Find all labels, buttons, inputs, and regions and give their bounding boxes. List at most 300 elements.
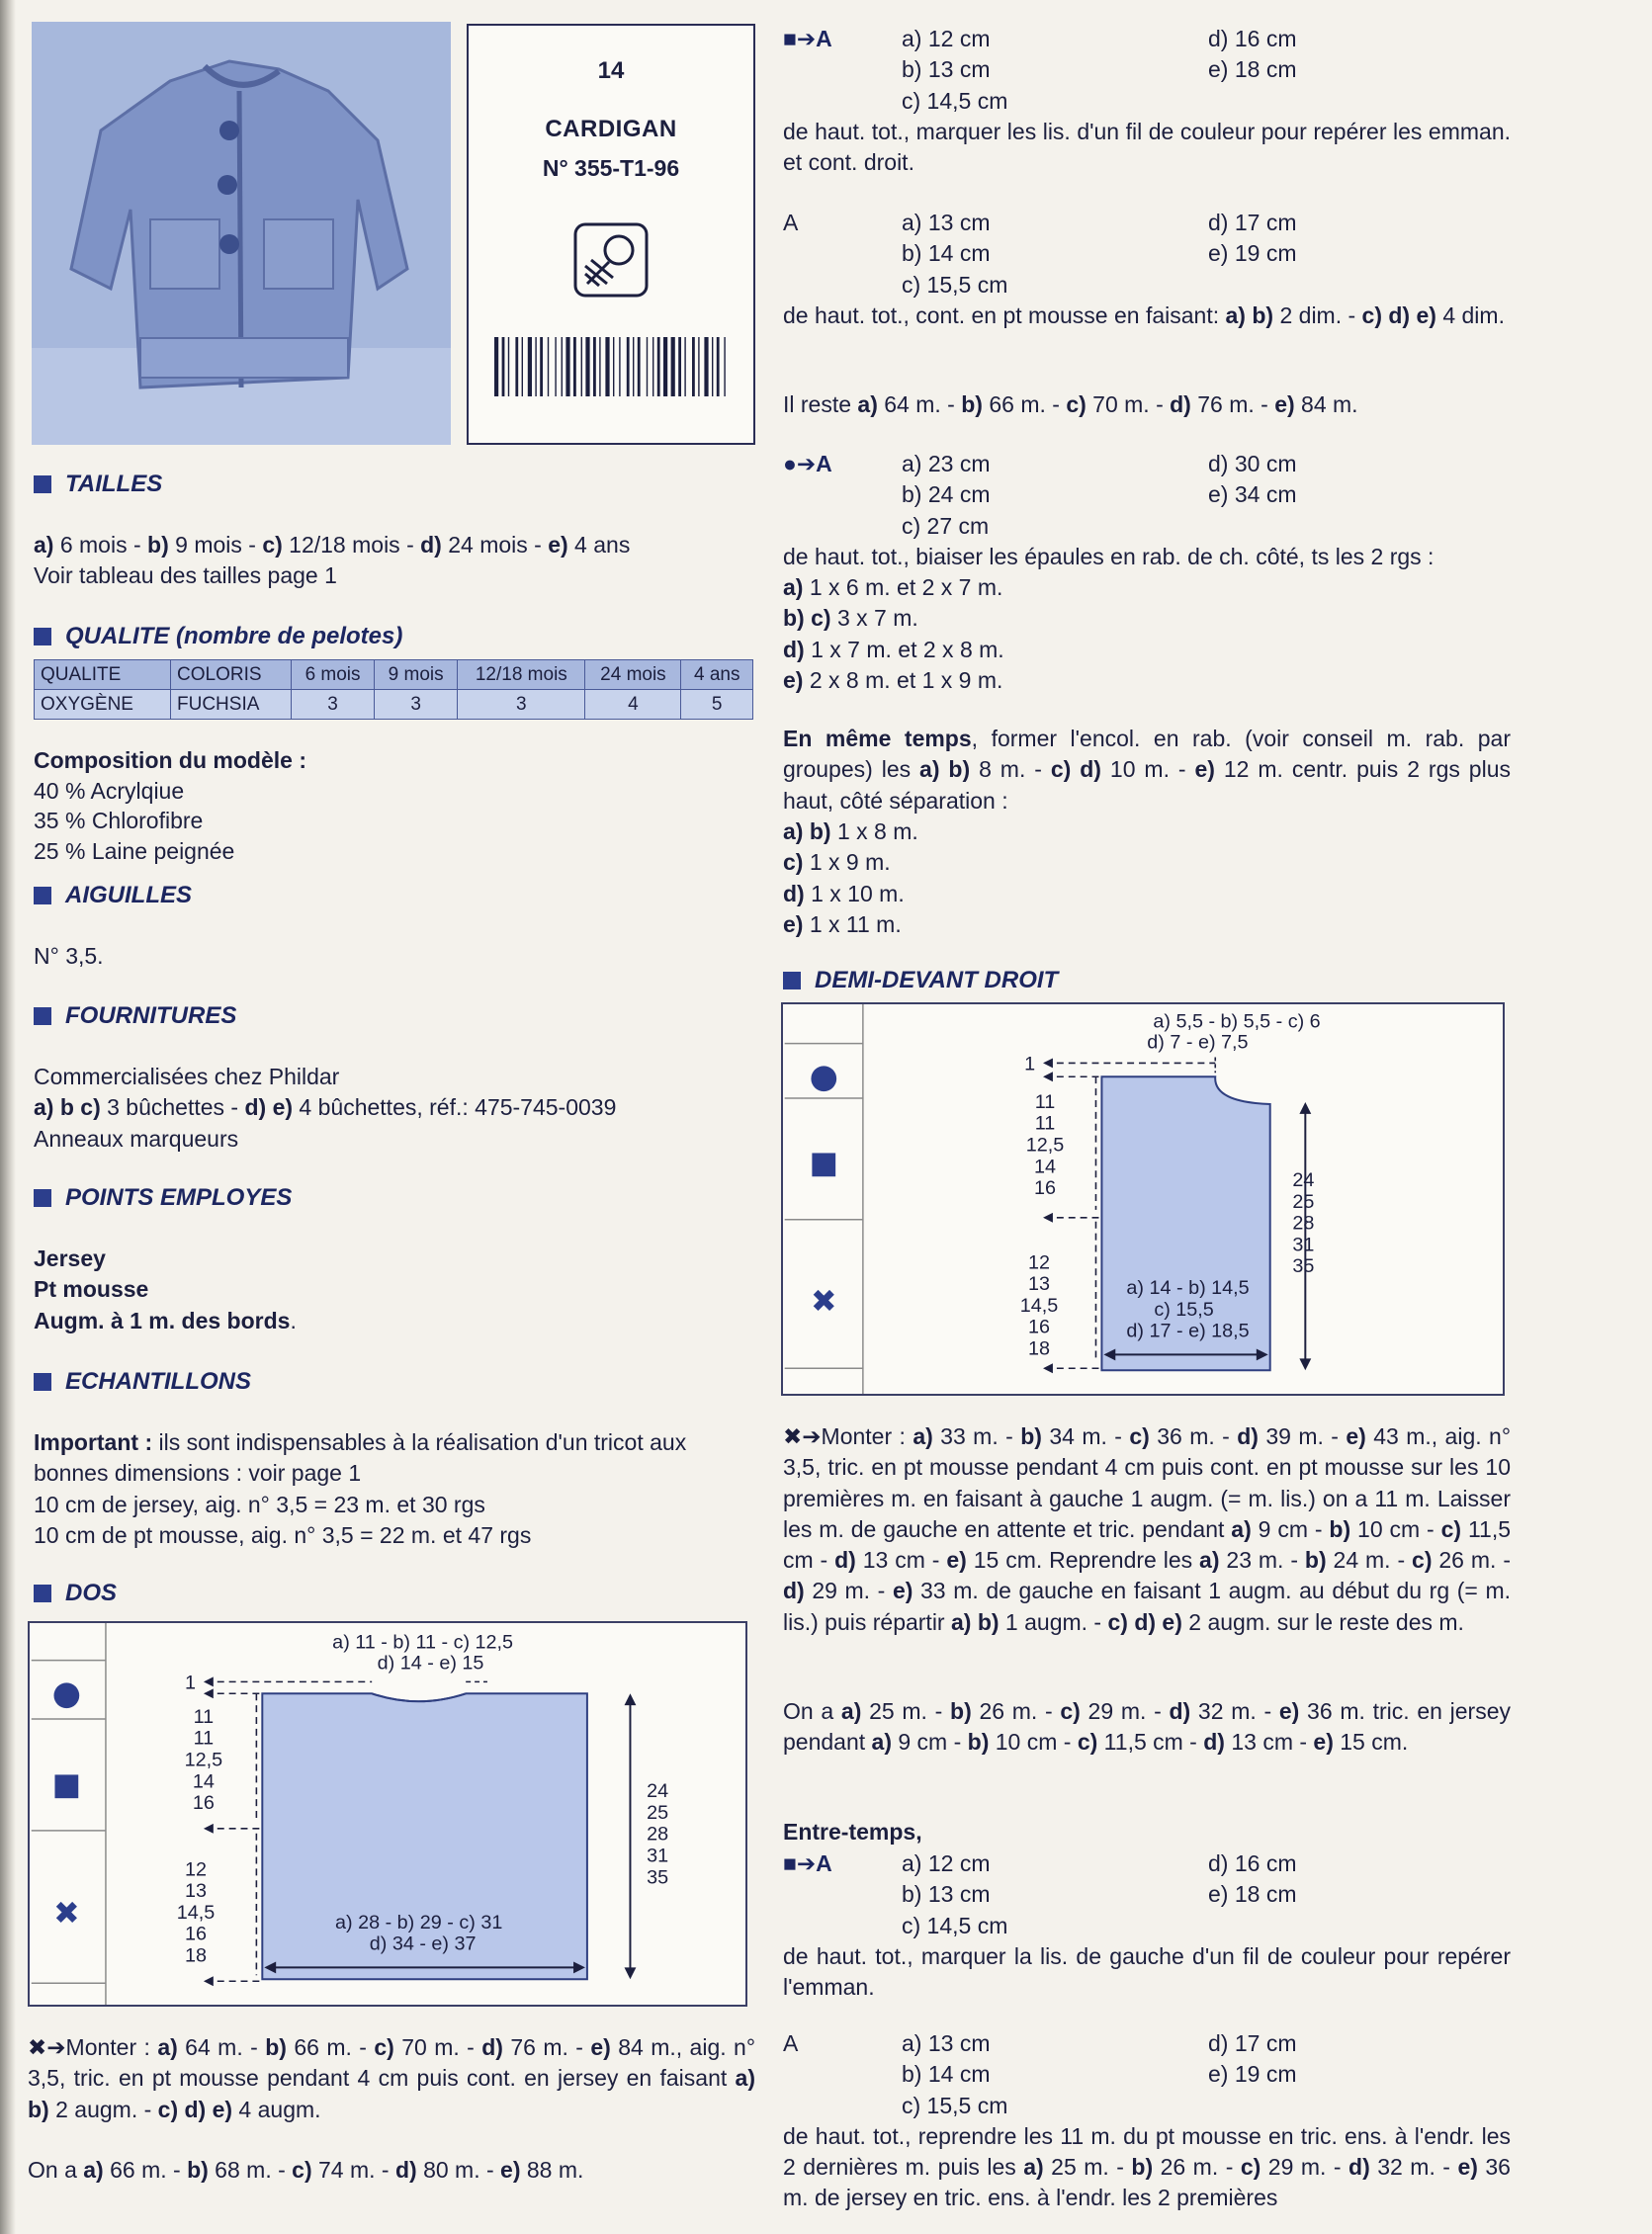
dos-top-label: a) 11 - b) 11 - c) 12,5 [332, 1631, 514, 1654]
text-run: 39 m. - [1258, 1423, 1347, 1449]
fournitures-line: Commercialisées chez Phildar [34, 1064, 340, 1089]
size-key: e) [783, 910, 804, 937]
text-run: 3 bûchettes - [100, 1094, 245, 1121]
dos-right-label: 35 [647, 1866, 669, 1889]
composition-item: 40 % Acrylqiue [34, 777, 185, 804]
points-item: Jersey [34, 1246, 106, 1271]
size-value: 1 x 6 m. et 2 x 7 m. [803, 574, 1003, 601]
text-run: d) [1203, 1729, 1225, 1756]
dos-left-label: 13 [185, 1880, 208, 1903]
size-value: 1 x 7 m. et 2 x 8 m. [804, 636, 1004, 662]
dos-instruction [28, 2032, 755, 2125]
section-marker-icon [34, 1189, 51, 1207]
text-run: 13 cm - [855, 1547, 947, 1574]
text-run: a) [871, 1729, 892, 1756]
size-key: d) [783, 880, 805, 906]
text-run: 2 augm. - [48, 2096, 158, 2122]
text-run: 76 m. - [1190, 391, 1275, 417]
paragraph [783, 724, 1511, 816]
dos-left-label: 14,5 [176, 1901, 216, 1924]
size-key: c) [783, 849, 804, 876]
square-marker-icon [54, 1774, 78, 1798]
entre-temps-heading: Entre-temps, [783, 1819, 922, 1845]
table-cell: FUCHSIA [171, 690, 292, 720]
list-item [783, 879, 1511, 909]
points-text [34, 1244, 755, 1336]
lead-marker: ●➔A [783, 451, 832, 476]
text-run: d) [1169, 1698, 1191, 1724]
size-value: c) 15,5 cm [902, 2092, 1008, 2118]
text-run: a) [1023, 2154, 1044, 2181]
text-run: 12/18 mois - [282, 532, 421, 558]
text-run: 80 m. - [416, 2157, 501, 2183]
text-run: 29 m. - [1080, 1698, 1170, 1724]
text-run: e) [500, 2157, 521, 2183]
lead-marker: ■➔A [783, 26, 832, 51]
pattern-number: 14 [597, 57, 625, 84]
text-run: e) [892, 1578, 913, 1604]
table-cell: 3 [375, 690, 458, 720]
neck-list [783, 816, 1511, 940]
ddd-left-label: 18 [1028, 1337, 1051, 1360]
text-run: e) [548, 532, 568, 558]
text-run: a) [157, 2034, 178, 2060]
dot-block [783, 449, 1511, 696]
tailles-sizes [34, 530, 755, 560]
table-cell: OXYGÈNE [35, 690, 171, 720]
text-run: b) [950, 1698, 972, 1724]
text-run: e) [590, 2034, 611, 2060]
text-run: c) [374, 2034, 394, 2060]
text-run: c) d) [1050, 756, 1101, 783]
demi-devant-diagram [781, 1002, 1505, 1396]
section-marker-icon [34, 887, 51, 904]
text-run: e) [1346, 1423, 1366, 1449]
ddd-bottom-label: c) 15,5 [1154, 1298, 1214, 1321]
text-run: e) [1457, 2154, 1478, 2181]
size-value: a) 23 cm [902, 451, 991, 476]
ddd-right-label: 31 [1292, 1234, 1315, 1256]
text-run: 1 augm. - [999, 1608, 1108, 1635]
fournitures-line: Anneaux marqueurs [34, 1125, 239, 1152]
text-run: d) [1237, 1423, 1259, 1449]
text-run: b) [147, 532, 169, 558]
size-value: d) 30 cm [1208, 451, 1297, 476]
text-run: a) b) [919, 756, 971, 783]
size-value: b) 14 cm [902, 2061, 991, 2088]
text-run: d) [394, 2157, 417, 2183]
text-run: 76 m. - [502, 2034, 591, 2060]
text-run: 33 m. - [932, 1423, 1021, 1449]
section-marker-icon [34, 628, 51, 645]
text-run: On a [783, 1698, 841, 1724]
section-points: POINTS EMPLOYES [34, 1182, 292, 1215]
size-value: 2 x 8 m. et 1 x 9 m. [803, 666, 1003, 693]
table-cell: 3 [292, 690, 375, 720]
echantillons-line: 10 cm de pt mousse, aig. n° 3,5 = 22 m. et 47 rgs [34, 1521, 532, 1548]
section-marker-icon [783, 972, 801, 989]
text-run: 12 m. centr. puis 2 rgs plus haut, côté séparation : [783, 756, 1511, 814]
text-run: c) [1129, 1423, 1150, 1449]
text-run: 32 m. - [1190, 1698, 1279, 1724]
size-value: 1 x 8 m. [830, 818, 918, 844]
paragraph: de haut. tot., biaiser les épaules en rab. de ch. côté, ts les 2 rgs : [783, 543, 1435, 569]
dos-left-label: 11 [193, 1705, 215, 1728]
tailles-text [34, 530, 755, 592]
text-run: a) [34, 532, 54, 558]
text-run: c) d) e) [157, 2096, 233, 2122]
ddd-right-label: 25 [1292, 1190, 1315, 1213]
text-run: c) [1066, 391, 1087, 417]
table-cell: 4 ans [681, 660, 753, 690]
dos-diagram-svg [30, 1623, 745, 2005]
ddd-left-label: 1 [1024, 1053, 1036, 1075]
text-run: 25 m. - [1043, 2154, 1132, 2181]
text-run: a) b c) [34, 1094, 101, 1121]
ddd-bottom-label: a) 14 - b) 14,5 [1126, 1277, 1250, 1300]
dos-left-label: 11 [193, 1727, 215, 1750]
section-dos: DOS [34, 1578, 117, 1610]
text-run: 13 cm - [1224, 1729, 1314, 1756]
text-run: c) d) e) [1107, 1608, 1182, 1635]
size-value: c) 14,5 cm [902, 1912, 1008, 1938]
text-run: de haut. tot., reprendre les 11 m. du pt mousse en tric. ens. à l'endr. les 2 dernières m. puis les [783, 2122, 1511, 2181]
text-run: b) [967, 1729, 990, 1756]
ddd-left-label: 16 [1028, 1316, 1051, 1338]
text-run: 2 augm. sur le reste des m. [1181, 1608, 1464, 1635]
size-key: b) c) [783, 605, 831, 632]
size-value: b) 13 cm [902, 1881, 991, 1908]
size-key: d) [783, 636, 805, 662]
text-run: 66 m. - [982, 391, 1067, 417]
section-marker-icon [34, 475, 51, 493]
text-run: 11,5 cm - [1097, 1729, 1204, 1756]
ddd-bottom-label: d) 17 - e) 18,5 [1126, 1320, 1250, 1342]
text-run: 84 m., aig. n° 3,5, tric. en pt mousse pendant 4 cm puis cont. en jersey en faisant [28, 2034, 756, 2092]
section-demi-devant-droit: DEMI-DEVANT DROIT [783, 965, 1058, 997]
text-run: 88 m. [520, 2157, 584, 2183]
ddd-left-label: 14,5 [1019, 1294, 1059, 1317]
composition-title: Composition du modèle : [34, 747, 306, 773]
lead-marker: A [783, 210, 799, 235]
text-run: 9 cm - [1251, 1515, 1330, 1542]
text-run: a) [857, 391, 878, 417]
table-cell: QUALITE [35, 660, 171, 690]
size-value: d) 16 cm [1208, 26, 1297, 51]
text-run: d) e) [244, 1094, 294, 1121]
text-run: 43 m., aig. n° 3,5, tric. en pt mousse pendant 4 cm puis cont. en pt mousse sur les 10 premières m. en faisant à gauche 1 augm. (= m. lis.) on a 11 m. Laisser les m. de gauche en attente et tric. pendant [783, 1423, 1512, 1542]
text-run: e) [1313, 1729, 1334, 1756]
text-run: e) [1278, 1698, 1300, 1724]
pattern-name: CARDIGAN [545, 115, 677, 142]
text-run: c) d) e) [1361, 301, 1436, 328]
size-value: b) 24 cm [902, 481, 991, 508]
text-run: 29 m. - [804, 1578, 893, 1604]
text-run: , former l'encol. en rab. (voir conseil m. rab. par groupes) les [783, 726, 1511, 783]
size-value: e) 34 cm [1208, 481, 1297, 508]
text-run: c) [1412, 1547, 1433, 1574]
text-run: 33 m. de gauche en faisant 1 augm. au début du rg (= m. lis.) puis répartir [783, 1578, 1511, 1635]
text-run: 4 augm. [232, 2096, 321, 2122]
dos-left-label: 18 [185, 1944, 208, 1967]
cardigan-photo [32, 22, 451, 445]
text-run: On a [28, 2157, 84, 2183]
ddd-left-label: 11 [1034, 1112, 1056, 1135]
section-fournitures: FOURNITURES [34, 1000, 236, 1033]
text-run: 26 m. - [971, 1698, 1061, 1724]
text-run: 6 mois - [53, 532, 148, 558]
size-value: b) 13 cm [902, 56, 991, 83]
section-marker-icon [34, 1585, 51, 1602]
list-item [783, 847, 1511, 878]
text-run: d) [1348, 2154, 1370, 2181]
text-run: 24 m. - [1326, 1547, 1413, 1574]
section-marker-icon [34, 1373, 51, 1391]
emman-square-block [783, 24, 1511, 178]
size-value: d) 17 cm [1208, 2030, 1297, 2056]
size-value: 1 x 9 m. [803, 849, 891, 876]
lead-marker: A [783, 2030, 799, 2056]
echantillons-text [34, 1427, 755, 1551]
lead-marker: ■➔A [783, 1850, 832, 1876]
size-value: 3 x 7 m. [830, 605, 918, 632]
text-run: b) [1131, 2154, 1154, 2181]
text-run: 68 m. - [208, 2157, 293, 2183]
ddd-left-label: 11 [1034, 1090, 1056, 1113]
paragraph [783, 389, 1511, 420]
text-run: b) [265, 2034, 287, 2060]
text-run: b) [1329, 1515, 1351, 1542]
text-run: 74 m. - [311, 2157, 395, 2183]
size-value: d) 16 cm [1208, 1850, 1297, 1876]
ddd-left-label: 13 [1028, 1273, 1051, 1296]
text-run: 4 ans [567, 532, 631, 558]
ddd-top-label: d) 7 - e) 7,5 [1147, 1031, 1249, 1054]
tailles-note: Voir tableau des tailles page 1 [34, 562, 337, 589]
section-aiguilles: AIGUILLES [34, 880, 192, 912]
text-run: 26 m. - [1153, 2154, 1241, 2181]
composition [34, 745, 755, 866]
text-run: 11,5 cm - [783, 1515, 1512, 1574]
square-marker-icon [812, 1153, 835, 1176]
cross-marker-icon: ✖ [811, 1283, 837, 1320]
a-block-2 [783, 2028, 1511, 2214]
paragraph: de haut. tot., marquer les lis. d'un fil de couleur pour repérer les emman. et cont. droit. [783, 118, 1511, 176]
text-run: 4 bûchettes, réf.: 475-745-0039 [293, 1094, 617, 1121]
text-run: 10 cm - [989, 1729, 1078, 1756]
text-run: 66 m. - [286, 2034, 375, 2060]
text-run: a) [1231, 1515, 1252, 1542]
table-cell: 6 mois [292, 660, 375, 690]
dos-total [28, 2155, 749, 2186]
text-run: d) [420, 532, 442, 558]
text-run: 36 m. tric. en jersey pendant [783, 1698, 1512, 1756]
ddd-left-label: 12,5 [1025, 1134, 1065, 1157]
table-cell: 9 mois [375, 660, 458, 690]
text-run: c) [1240, 2154, 1261, 2181]
size-value: e) 18 cm [1208, 1881, 1297, 1908]
table-cell: 5 [681, 690, 753, 720]
size-value: e) 19 cm [1208, 240, 1297, 267]
ddd-left-label: 12 [1028, 1251, 1051, 1274]
text-run: 64 m. - [177, 2034, 266, 2060]
pattern-code: N° 355-T1-96 [542, 155, 680, 182]
text-run: 15 cm. Reprendre les [966, 1547, 1200, 1574]
size-value: b) 14 cm [902, 240, 991, 267]
text-run: 4 dim. [1435, 301, 1505, 328]
ddd-top-label: a) 5,5 - b) 5,5 - c) 6 [1153, 1010, 1321, 1033]
size-value: 1 x 11 m. [803, 910, 902, 937]
size-value: a) 12 cm [902, 26, 991, 51]
text-run: 10 m. - [1100, 756, 1195, 783]
text-run: 84 m. [1294, 391, 1358, 417]
dot-marker-icon [811, 1066, 836, 1091]
text-run: 9 mois - [168, 532, 263, 558]
text-run: d) [481, 2034, 503, 2060]
size-key: a) [783, 574, 804, 601]
text-run: a) [83, 2157, 104, 2183]
text-run: 23 m. - [1219, 1547, 1305, 1574]
emman-square-block-2 [783, 1848, 1511, 2003]
fournitures-line [34, 1092, 755, 1123]
size-key: e) [783, 666, 804, 693]
size-value: a) 13 cm [902, 210, 991, 235]
text-run: b) [1020, 1423, 1042, 1449]
aiguilles-text: N° 3,5. [34, 943, 104, 969]
size-value: a) 12 cm [902, 1850, 991, 1876]
list-item [783, 572, 1511, 603]
table-cell: 3 [458, 690, 585, 720]
paragraph [783, 1696, 1511, 1759]
size-value: e) 18 cm [1208, 56, 1297, 83]
fournitures-text [34, 1062, 755, 1155]
table-row [35, 690, 753, 720]
text-run: d) [783, 1578, 805, 1604]
text-run: 70 m. - [393, 2034, 482, 2060]
table-cell: 24 mois [585, 660, 681, 690]
demi-devant-diagram-svg [783, 1004, 1503, 1394]
text-run: 32 m. - [1369, 2154, 1458, 2181]
echantillons-line: 10 cm de jersey, aig. n° 3,5 = 23 m. et 30 rgs [34, 1491, 485, 1517]
text-run: 29 m. - [1261, 2154, 1349, 2181]
dos-left-label: 16 [192, 1792, 215, 1815]
dot-marker-icon [53, 1682, 79, 1708]
section-tailles: TAILLES [34, 469, 162, 501]
points-item: Augm. à 1 m. des bords. [34, 1307, 297, 1333]
shoulder-list [783, 572, 1511, 696]
text-run: d) [834, 1547, 856, 1574]
text-run: 36 m. de jersey en tric. ens. à l'endr. les 2 premières [783, 2154, 1511, 2211]
text-run: ✖➔Monter : [28, 2034, 158, 2060]
paragraph: de haut. tot., marquer la lis. de gauche d'un fil de couleur pour repérer l'emman. [783, 1942, 1511, 2001]
text-run: En même temps [783, 726, 972, 751]
text-run: a) [913, 1423, 933, 1449]
list-item [783, 909, 1511, 940]
echantillons-important: Important : ils sont indispensables à la réalisation d'un tricot aux bonnes dimensions : voir page 1 [34, 1429, 687, 1487]
text-run: 26 m. - [1432, 1547, 1511, 1574]
dos-bottom-label: a) 28 - b) 29 - c) 31 [335, 1911, 503, 1933]
dos-right-label: 25 [647, 1801, 669, 1824]
text-run: c) [262, 532, 283, 558]
list-item [783, 816, 1511, 847]
text-run: 34 m. - [1041, 1423, 1130, 1449]
text-run: a) [1199, 1547, 1220, 1574]
size-value: d) 17 cm [1208, 210, 1297, 235]
text-run: 66 m. - [103, 2157, 188, 2183]
text-run: c) [1060, 1698, 1081, 1724]
ddd-right-label: 24 [1292, 1169, 1315, 1192]
dos-right-label: 24 [647, 1780, 669, 1803]
dos-left-label: 12,5 [184, 1749, 223, 1771]
size-value: 1 x 10 m. [804, 880, 905, 906]
text-run: 24 mois - [441, 532, 549, 558]
text-run: de haut. tot., cont. en pt mousse en faisant: [783, 301, 1226, 328]
ddd-left-label: 14 [1033, 1156, 1057, 1178]
a-block [783, 208, 1511, 331]
paragraph [783, 2121, 1511, 2214]
text-run: a) b) [28, 2065, 755, 2122]
text-run: b) [187, 2157, 209, 2183]
text-run: 15 cm. [1333, 1729, 1409, 1756]
text-run: a) b) [950, 1608, 1000, 1635]
dos-top-label: d) 14 - e) 15 [377, 1652, 484, 1675]
text-run: Il reste [783, 391, 858, 417]
text-run: 8 m. - [970, 756, 1051, 783]
dos-right-label: 31 [647, 1845, 669, 1867]
ddd-right-label: 35 [1292, 1255, 1315, 1278]
points-item: Pt mousse [34, 1276, 149, 1303]
yarn-ball-icon [573, 222, 649, 298]
text-run: 25 m. - [861, 1698, 951, 1724]
text-run: 9 cm - [891, 1729, 968, 1756]
qualite-table [34, 659, 753, 720]
size-value: c) 15,5 cm [902, 271, 1008, 298]
size-value: a) 13 cm [902, 2030, 991, 2056]
text-run: c) [1077, 1729, 1098, 1756]
text-run: 70 m. - [1086, 391, 1171, 417]
text-run: ✖➔Monter : [783, 1423, 913, 1449]
text-run: c) [292, 2157, 312, 2183]
table-cell: 4 [585, 690, 681, 720]
text-run: e) [1274, 391, 1295, 417]
text-run: d) [1170, 391, 1191, 417]
text-run: a) b) [1225, 301, 1274, 328]
text-run: b) [1304, 1547, 1327, 1574]
text-run: 36 m. - [1149, 1423, 1238, 1449]
list-item [783, 665, 1511, 696]
section-echantillons: ECHANTILLONS [34, 1366, 251, 1399]
text-run: a) [840, 1698, 862, 1724]
dos-diagram [28, 1621, 747, 2007]
size-value: c) 27 cm [902, 512, 990, 539]
dos-left-label: 1 [184, 1672, 197, 1694]
section-marker-icon [34, 1007, 51, 1025]
table-cell: 12/18 mois [458, 660, 585, 690]
text-run: c) [1440, 1515, 1462, 1542]
size-key: a) b) [783, 818, 831, 844]
section-qualite: QUALITE (nombre de pelotes) [34, 621, 402, 653]
dos-left-label: 16 [185, 1923, 208, 1945]
table-header-row [35, 660, 753, 690]
size-value: e) 19 cm [1208, 2061, 1297, 2088]
list-item [783, 603, 1511, 634]
dos-bottom-label: d) 34 - e) 37 [369, 1933, 477, 1955]
text-run: e) [1194, 756, 1215, 783]
ddd-right-label: 28 [1292, 1212, 1315, 1235]
list-item [783, 635, 1511, 665]
page-spine-shadow [0, 0, 16, 2234]
text-run: 64 m. - [877, 391, 962, 417]
